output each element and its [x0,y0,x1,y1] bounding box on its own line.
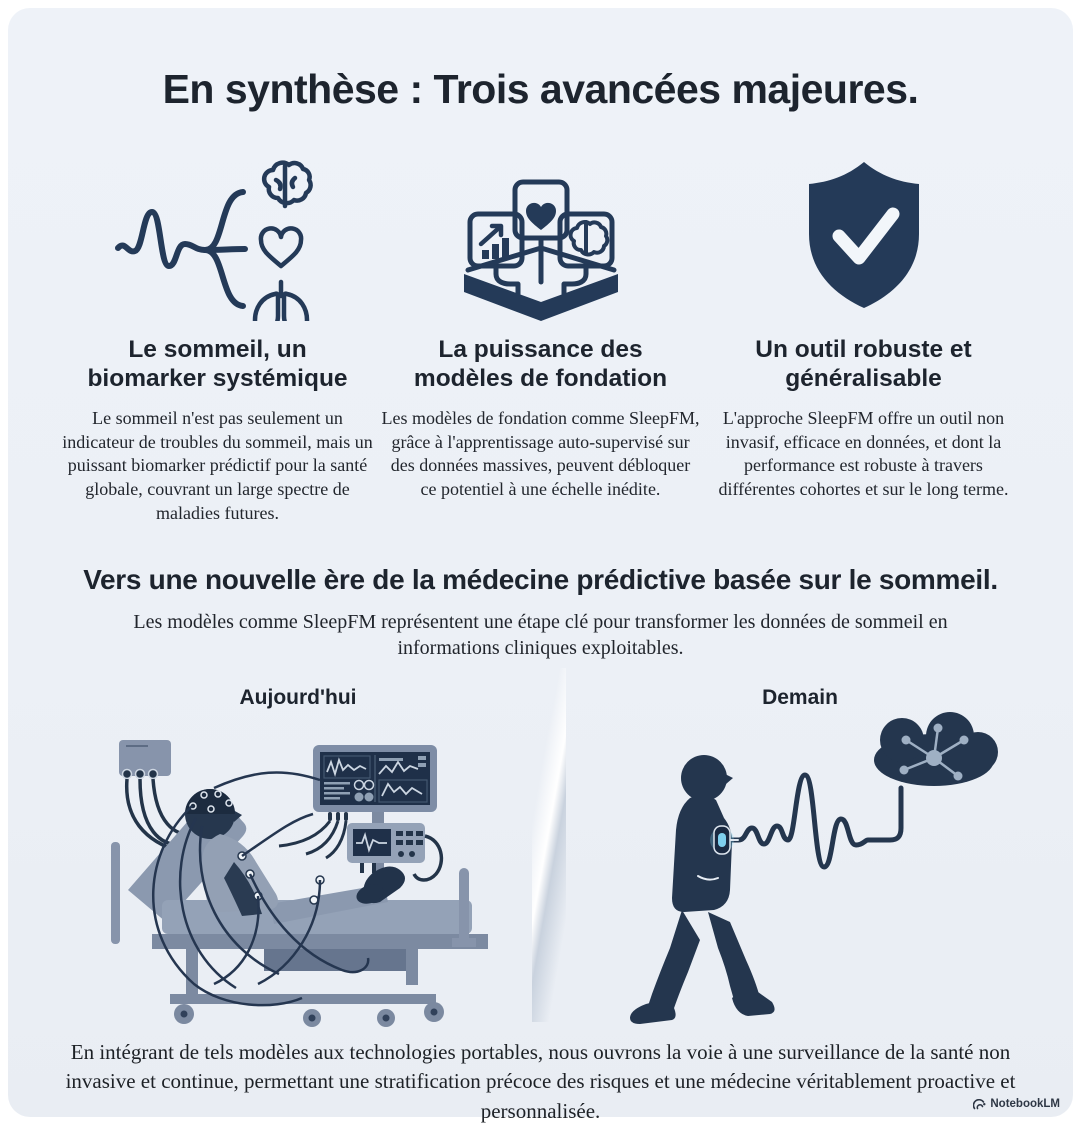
section-title: Vers une nouvelle ère de la médecine prédictive basée sur le sommeil. [83,564,998,595]
feature-heading: Le sommeil, un biomarker systémique [87,336,348,392]
footer-text: En intégrant de tels modèles aux technologies portables, nous ouvrons la voie à une surveillance de la santé non invasive et continue, permettant une stratification précoce des risques et une médecine véritablement proactive et personnalisée. [65,1040,1016,1123]
notebooklm-watermark [973,1098,1060,1110]
vertical-divider [532,668,566,1022]
waveform-to-organs-icon [113,154,323,322]
foundation-platform-icon [436,154,646,322]
infographic-card [8,8,1073,1123]
today-label: Aujourd'hui [239,686,357,709]
hospital-bed-illustration [74,722,534,1034]
shield-check-icon [759,154,969,322]
watermark-label: NotebookLM [990,1098,1060,1110]
feature-body: L'approche SleepFM offre un outil non invasif, efficace en données, et dont la performance est robuste à travers différentes cohortes et sur le long terme. [718,407,1009,500]
page-title: En synthèse : Trois avancées majeures. [162,66,919,112]
feature-column-foundation [379,154,702,526]
feature-column-biomarker [56,154,379,526]
wearable-cloud-illustration [586,700,1036,1030]
tomorrow-label: Demain [762,686,838,709]
features-row [56,154,1025,526]
feature-body: Le sommeil n'est pas seulement un indicateur de troubles du sommeil, mais un puissant biomarker prédictif pour la santé globale, couvrant un large spectre de maladies futures. [62,407,373,523]
notebooklm-logo-icon [973,1099,986,1110]
feature-heading: La puissance des modèles de fondation [413,336,668,392]
feature-column-robust [702,154,1025,526]
feature-heading: Un outil robuste et généralisable [755,336,972,392]
section-subtitle: Les modèles comme SleepFM représentent une étape clé pour transformer les données de sommeil en informations cliniques exploitables. [133,611,948,659]
feature-body: Les modèles de fondation comme SleepFM, grâce à l'apprentissage auto-supervisé sur des données massives, peuvent débloquer ce potentiel à une échelle inédite. [381,407,700,500]
